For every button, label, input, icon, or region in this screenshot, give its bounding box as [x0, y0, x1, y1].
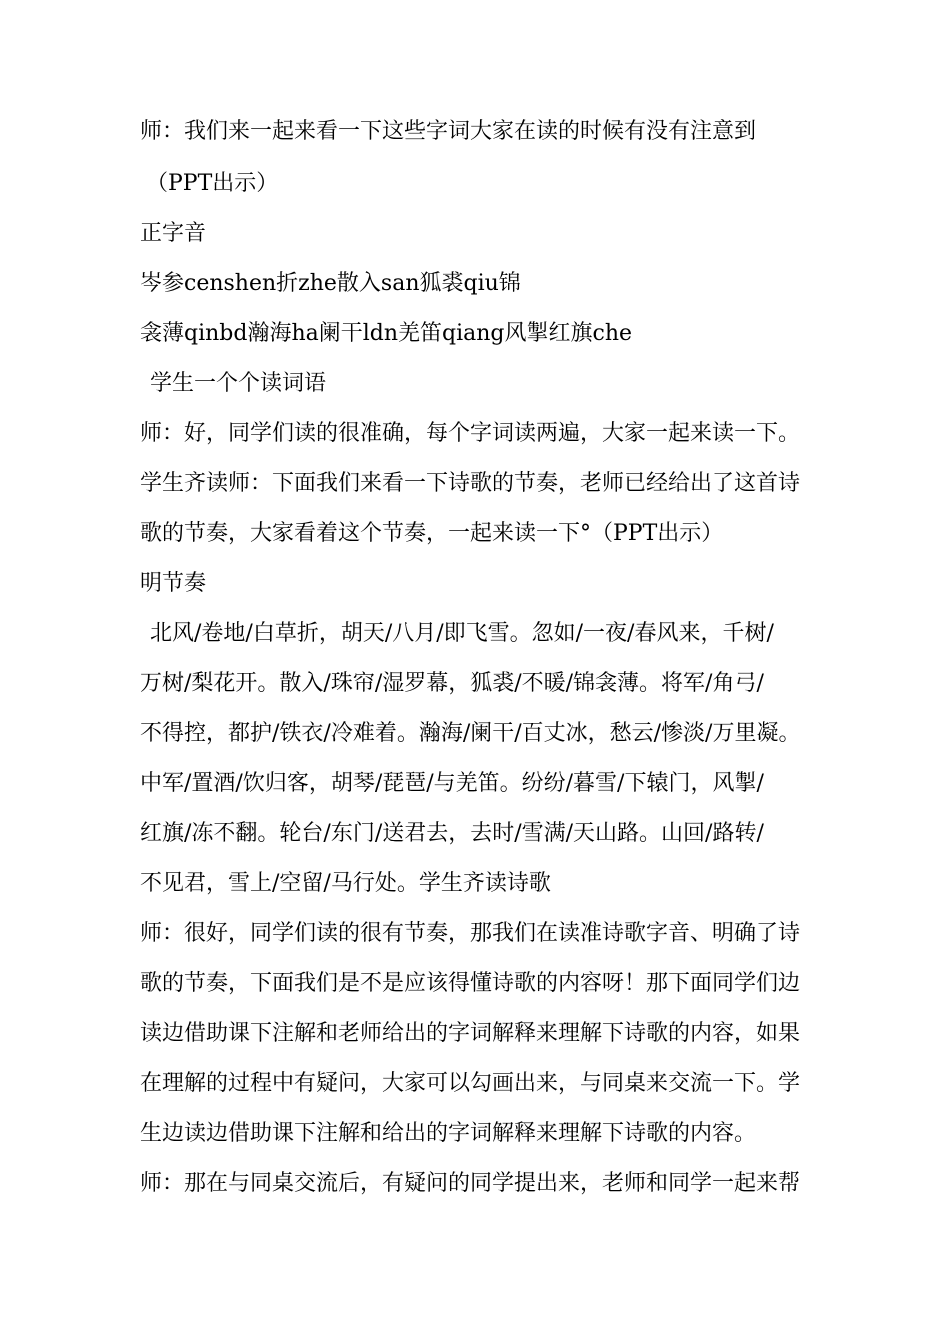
text-line-teacher-comment-3: 读边借助课下注解和老师给出的字词解释来理解下诗歌的内容，如果 [140, 1021, 801, 1046]
poem-line-4: 中军/置酒/饮归客，胡琴/琵琶/与羌笛。纷纷/暮雪/下辕门，风掣/ [140, 771, 764, 796]
section-heading-pronunciation: 正字音 [140, 221, 207, 246]
text-line-teacher-comment-4: 在理解的过程中有疑问，大家可以勾画出来，与同桌来交流一下。学 [140, 1071, 801, 1096]
poem-line-3: 不得控，都护/铁衣/冷难着。瀚海/阑干/百丈冰，愁云/惨淡/万里凝。 [140, 721, 801, 746]
section-heading-rhythm: 明节奏 [140, 571, 207, 596]
text-line-teacher-comment-1: 师：很好，同学们读的很有节奏，那我们在读准诗歌字音、明确了诗 [140, 921, 801, 946]
poem-line-2: 万树/梨花开。散入/珠帘/湿罗幕，狐裘/不暖/锦衾薄。将军/角弓/ [140, 671, 764, 696]
poem-line-5: 红旗/冻不翻。轮台/东门/送君去，去时/雪满/天山路。山回/路转/ [140, 821, 764, 846]
text-line-teacher-praise: 师：好，同学们读的很准确，每个字词读两遍，大家一起来读一下。 [140, 421, 801, 446]
text-line-teacher-question: 师：那在与同桌交流后，有疑问的同学提出来，老师和同学一起来帮 [140, 1171, 801, 1196]
text-line-students-study: 生边读边借助课下注解和给出的字词解释来理解下诗歌的内容。 [140, 1121, 757, 1146]
text-line-rhythm-intro-2: 歌的节奏，大家看着这个节奏，一起来读一下°（PPT出示） [140, 521, 724, 546]
text-line-ppt-note: （PPT出示） [146, 171, 279, 196]
text-line-vocab-2: 衾薄qinbd瀚海ha阑干ldn羌笛qiang风掣红旗che [140, 321, 633, 346]
poem-line-6: 不见君，雪上/空留/马行处。学生齐读诗歌 [140, 871, 551, 896]
text-line-teacher-comment-2: 歌的节奏，下面我们是不是应该得懂诗歌的内容呀！那下面同学们边 [140, 971, 801, 996]
text-line-students-read: 学生一个个读词语 [150, 371, 327, 396]
text-line-teacher-intro: 师：我们来一起来看一下这些字词大家在读的时候有没有注意到 [140, 119, 757, 144]
text-line-vocab-1: 岑参censhen折zhe散入san狐裘qiu锦 [140, 271, 521, 296]
text-line-rhythm-intro-1: 学生齐读师：下面我们来看一下诗歌的节奏，老师已经给出了这首诗 [140, 471, 801, 496]
poem-line-1: 北风/卷地/白草折，胡天/八月/即飞雪。忽如/一夜/春风来，千树/ [150, 621, 774, 646]
